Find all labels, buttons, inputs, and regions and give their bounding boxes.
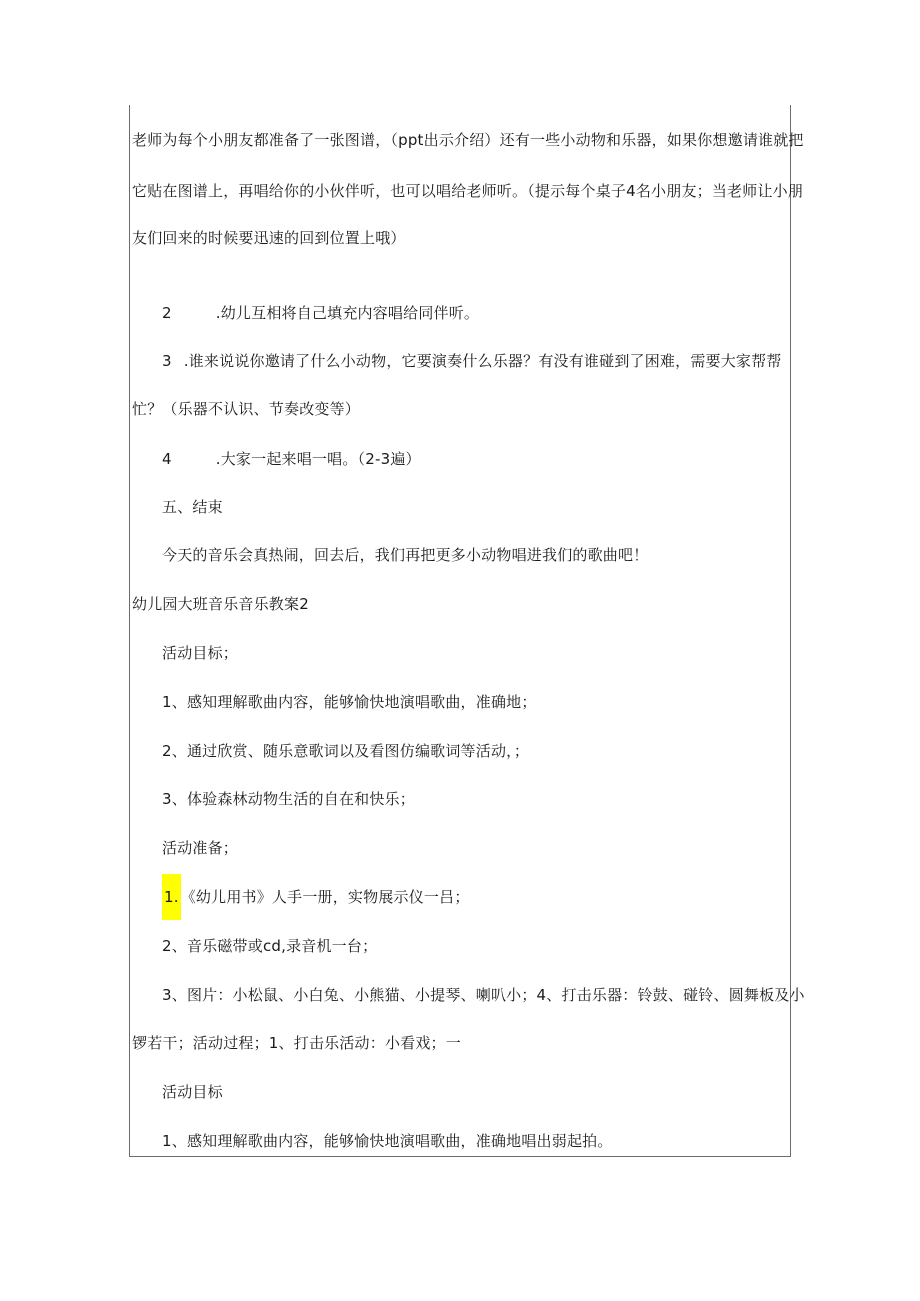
prep-item-1 — [162, 887, 470, 907]
preparation-heading: 活动准备； — [162, 839, 239, 857]
prep-item-3: 3、图片：小松鼠、小白兔、小熊猫、小提琴、喇叭小；4、打击乐器：铃鼓、碰铃、圆舞板及小 — [162, 986, 805, 1004]
goal-item-1: 1、感知理解歌曲内容，能够愉快地演唱歌曲，准确地； — [162, 693, 537, 711]
goal-item-3: 3、体验森林动物生活的自在和快乐； — [162, 790, 415, 808]
goal-2-item-1: 1、感知理解歌曲内容，能够愉快地演唱歌曲，准确地唱出弱起拍。 — [162, 1132, 613, 1150]
goals-heading: 活动目标； — [162, 644, 239, 662]
paragraph-line-3: 友们回来的时候要迅速的回到位置上哦） — [132, 229, 406, 247]
step-2 — [162, 303, 479, 323]
step-4 — [162, 449, 421, 469]
paragraph-line-1: 老师为每个小朋友都准备了一张图谱，（ppt出示介绍）还有一些小动物和乐器，如果你想邀请谁就把 — [132, 131, 804, 149]
paragraph-line-2: 它贴在图谱上，再唱给你的小伙伴听，也可以唱给老师听。（提示每个桌子4名小朋友；当老师让小朋 — [132, 182, 804, 200]
step-3-number: 3 — [162, 352, 172, 370]
step-4-number: 4 — [162, 450, 172, 468]
step-4-text: .大家一起来唱一唱。（2-3遍） — [215, 450, 421, 468]
goals-2-heading: 活动目标 — [162, 1083, 223, 1101]
step-2-text: .幼儿互相将自己填充内容唱给同伴听。 — [215, 304, 480, 322]
goal-item-2: 2、通过欣赏、随乐意歌词以及看图仿编歌词等活动，； — [162, 742, 530, 760]
step-3 — [162, 351, 782, 371]
step-3-text: .谁来说说你邀请了什么小动物，它要演奏什么乐器？有没有谁碰到了困难，需要大家帮帮 — [183, 352, 782, 370]
prep-item-1-text: 《幼儿用书》人手一册，实物展示仪一吕； — [180, 888, 470, 906]
closing-paragraph: 今天的音乐会真热闹，回去后，我们再把更多小动物唱进我们的歌曲吧！ — [162, 546, 649, 564]
step-2-number: 2 — [162, 304, 172, 322]
section-5-heading: 五、结束 — [162, 498, 223, 516]
prep-item-2: 2、音乐磁带或cd,录音机一台； — [162, 937, 378, 955]
highlighted-number: 1. — [162, 874, 181, 920]
prep-item-3-continuation: 锣若干；活动过程；1、打击乐活动：小看戏；一 — [132, 1034, 461, 1052]
step-3-continuation: 忙？（乐器不认识、节奏改变等） — [132, 400, 361, 418]
document-title-2: 幼儿园大班音乐音乐教案2 — [132, 595, 309, 613]
